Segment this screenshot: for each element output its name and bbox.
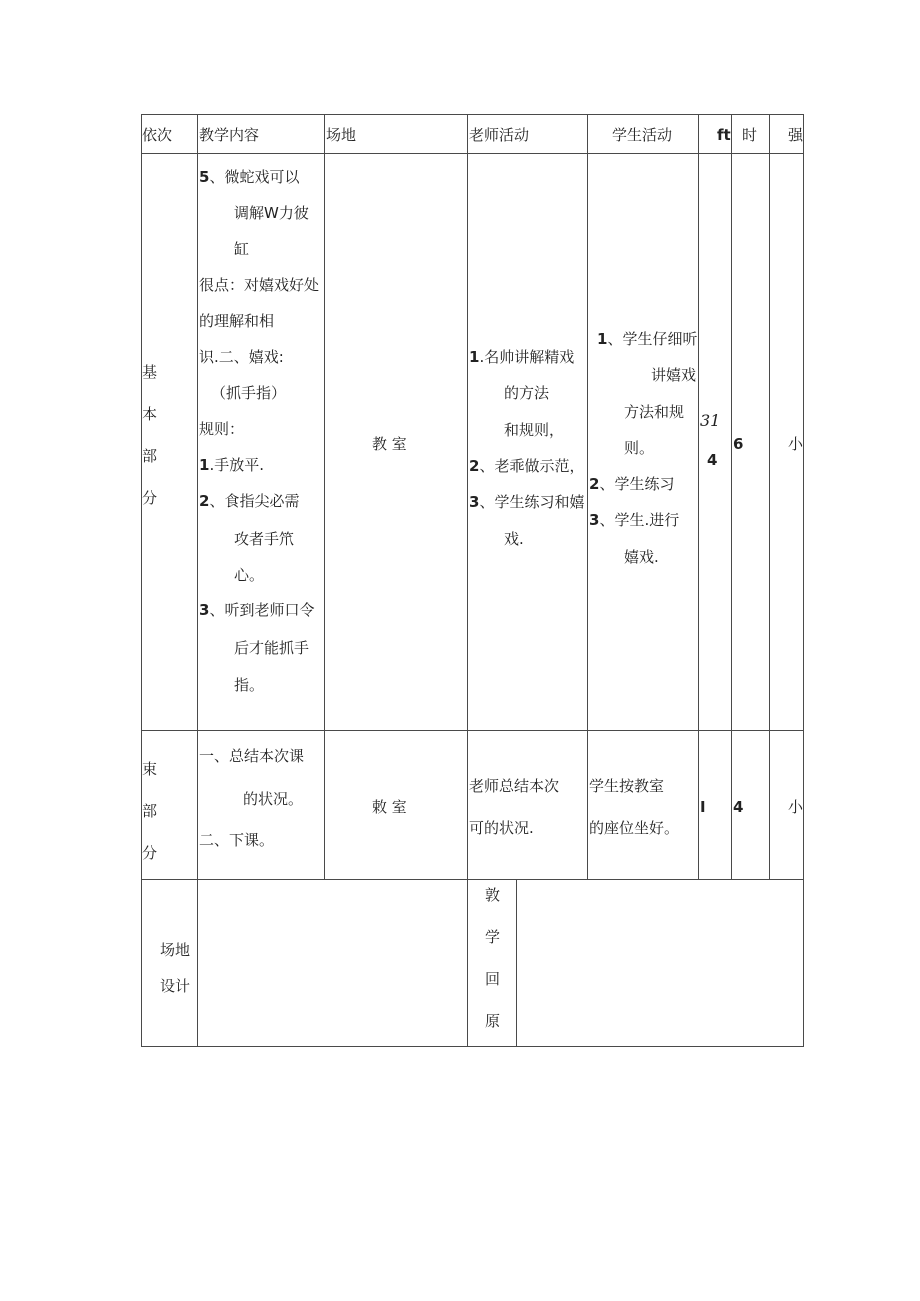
student-line: 讲嬉戏	[651, 366, 697, 384]
ending-teacher-line: 老师总结本次	[469, 777, 560, 795]
content-line: 心。	[234, 566, 265, 584]
ending-venue: 敕 室	[372, 798, 407, 816]
content-line: 指。	[234, 676, 265, 694]
design-label-line: 场地	[160, 941, 191, 959]
student-line: 方法和规	[624, 403, 685, 421]
item-number: 2	[199, 492, 210, 510]
content-line: 很点：对嬉戏好处	[199, 276, 320, 294]
header-student: 学生活动	[612, 126, 673, 144]
item-number: 5	[199, 168, 210, 186]
content-line: 1.手放平.	[199, 456, 264, 474]
grid-line	[803, 114, 804, 1047]
basic-ft-top: 31	[700, 411, 721, 430]
reflection-char: 原	[485, 1012, 501, 1030]
teacher-line: 的方法	[504, 384, 550, 402]
teacher-line: 2、老乖做示范，	[469, 457, 585, 475]
student-line: 则。	[624, 439, 655, 457]
grid-line	[587, 114, 588, 879]
basic-phase-char: 部	[142, 447, 158, 465]
design-label-line: 设计	[160, 977, 191, 995]
teacher-line: 1.名帅讲解精戏	[469, 348, 575, 366]
student-line: 2、学生练习	[589, 475, 675, 493]
ending-content-line: 一、总结本次课	[199, 747, 305, 765]
reflection-char: 回	[485, 970, 501, 988]
grid-line	[467, 114, 468, 1047]
grid-line	[141, 730, 804, 731]
ending-teacher-line: 可的状况.	[469, 819, 534, 837]
content-line: 识.二、嬉戏:	[199, 348, 284, 366]
ending-student-line: 学生按教室	[589, 777, 665, 795]
grid-line	[769, 114, 770, 879]
header-ft: ft	[717, 126, 731, 144]
teacher-line: 和规则，	[504, 421, 565, 439]
ending-intensity: 小	[788, 798, 804, 816]
grid-line	[324, 114, 325, 879]
reflection-char: 学	[485, 928, 501, 946]
header-teacher: 老师活动	[469, 126, 530, 144]
grid-line	[141, 879, 804, 880]
item-number: 2	[589, 475, 600, 493]
teacher-line: 戏.	[504, 530, 524, 548]
ending-content-line: 的状况。	[243, 790, 304, 808]
header-time: 时	[742, 126, 758, 144]
grid-line	[141, 153, 804, 154]
reflection-char: 敦	[485, 886, 501, 904]
grid-line	[698, 114, 699, 879]
header-phase: 依次	[142, 126, 173, 144]
ending-phase-char: 分	[142, 844, 158, 862]
basic-time: 6	[733, 435, 744, 453]
header-content: 教学内容	[199, 126, 260, 144]
grid-line	[731, 114, 732, 879]
basic-phase-char: 分	[142, 489, 158, 507]
content-line: 缸	[234, 240, 250, 258]
basic-phase-char: 基	[142, 363, 158, 381]
ending-ft: I	[700, 798, 706, 816]
content-line: 2、食指尖必需	[199, 492, 300, 510]
content-line: 5、微蛇戏可以	[199, 168, 300, 186]
ending-content-line: 二、下课。	[199, 831, 275, 849]
basic-venue: 教 室	[372, 435, 407, 453]
basic-phase-char: 本	[142, 405, 158, 423]
item-number: 1	[469, 348, 480, 366]
ending-phase-char: 部	[142, 802, 158, 820]
content-line: 攻者手笊	[234, 530, 295, 548]
item-number: 2	[469, 457, 480, 475]
grid-line	[516, 879, 517, 1047]
header-venue: 场地	[326, 126, 357, 144]
item-number: 3	[469, 493, 480, 511]
basic-intensity: 小	[788, 435, 804, 453]
content-line: （抓手指）	[211, 384, 287, 402]
ending-time: 4	[733, 798, 744, 816]
header-intensity: 强	[788, 126, 804, 144]
grid-line	[141, 114, 142, 1047]
item-number: 1	[597, 330, 608, 348]
item-number: 1	[199, 456, 210, 474]
grid-line	[141, 114, 804, 115]
content-line: 3、听到老师口令	[199, 601, 315, 619]
ending-phase-char: 束	[142, 760, 158, 778]
student-line: 嬉戏.	[624, 548, 659, 566]
grid-line	[197, 114, 198, 1047]
content-line: 后才能抓手	[234, 639, 310, 657]
student-line: 1、学生仔细听	[597, 330, 698, 348]
content-line: 的理解和相	[199, 312, 275, 330]
item-number: 3	[199, 601, 210, 619]
content-line: 规则：	[199, 420, 245, 438]
ending-student-line: 的座位坐好。	[589, 819, 680, 837]
grid-line	[141, 1046, 804, 1047]
teacher-line: 3、学生练习和嬉	[469, 493, 585, 511]
student-line: 3、学生.进行	[589, 511, 680, 529]
basic-ft-bottom: 4	[707, 451, 718, 469]
content-line: 调解W力彼	[234, 204, 309, 222]
item-number: 3	[589, 511, 600, 529]
